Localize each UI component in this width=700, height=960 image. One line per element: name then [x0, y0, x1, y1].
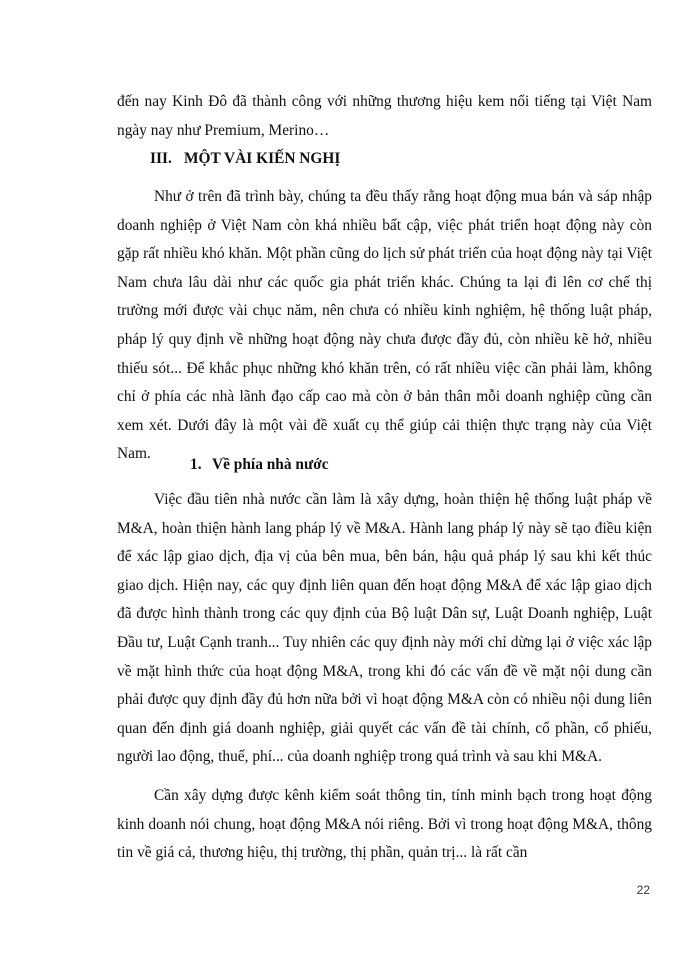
page-number: 22	[636, 883, 650, 897]
section-intro-paragraph: Như ở trên đã trình bày, chúng ta đều thấy rằng hoạt động mua bán và sáp nhập doanh nghiệp ở Việt Nam còn khá nhiều bất cập, việc phát triển hoạt động này còn gặp rất nhiều khó khăn. Một phần cũng do lịch sử phát triển của hoạt động này tại Việt Nam chưa lâu dài như các quốc gia phát triển khác. Chúng ta lại đi lên cơ chế thị trường mới được vài chục năm, nên chưa có nhiều kinh nghiệm, hệ thống luật pháp, pháp lý quy định về những hoạt động này chưa được đầy đủ, còn nhiều kẽ hở, nhiều thiếu sót... Để khắc phục những khó khăn trên, có rất nhiều việc cần phải làm, không chỉ ở phía các nhà lãnh đạo cấp cao mà còn ở bản thân mỗi doanh nghiệp cũng cần xem xét. Dưới đây là một vài đề xuất cụ thể giúp cải thiện thực trạng này của Việt Nam.	[117, 188, 652, 463]
subsection-heading	[190, 456, 329, 474]
section-heading	[150, 150, 340, 168]
subsection-paragraph-2: Cần xây dựng được kênh kiểm soát thông tin, tính minh bạch trong hoạt động kinh doanh nói chung, hoạt động M&A nói riêng. Bởi vì trong hoạt động M&A, thông tin về giá cả, thương hiệu, thị trường, thị phần, quản trị... là rất cần	[117, 787, 652, 862]
continuation-paragraph: đến nay Kinh Đô đã thành công với những thương hiệu kem nổi tiếng tại Việt Nam ngày nay như Premium, Merino…	[117, 93, 652, 139]
section-heading-number: III.	[150, 150, 172, 167]
subsection-heading-number: 1.	[190, 456, 202, 473]
subsection-heading-title: Về phía nhà nước	[212, 456, 329, 473]
section-heading-title: MỘT VÀI KIẾN NGHỊ	[184, 150, 341, 167]
subsection-paragraph-1: Việc đầu tiên nhà nước cần làm là xây dựng, hoàn thiện hệ thống luật pháp về M&A, hoàn thiện hành lang pháp lý về M&A. Hành lang pháp lý này sẽ tạo điều kiện để xác lập giao dịch, địa vị của bên mua, bên bán, hậu quả pháp lý sau khi kết thúc giao dịch. Hiện nay, các quy định liên quan đến hoạt động M&A để xác lập giao dịch đã được hình thành trong các quy định của Bộ luật Dân sự, Luật Doanh nghiệp, Luật Đầu tư, Luật Cạnh tranh... Tuy nhiên các quy định này mới chỉ dừng lại ở việc xác lập về mặt hình thức của hoạt động M&A, trong khi đó các vấn đề về mặt nội dung cần phải được quy định đầy đủ hơn nữa bởi vì hoạt động M&A còn có nhiều nội dung liên quan đến định giá doanh nghiệp, giải quyết các vấn đề tài chính, cổ phần, cổ phiếu, người lao động, thuế, phí... của doanh nghiệp trong quá trình và sau khi M&A.	[117, 491, 652, 766]
